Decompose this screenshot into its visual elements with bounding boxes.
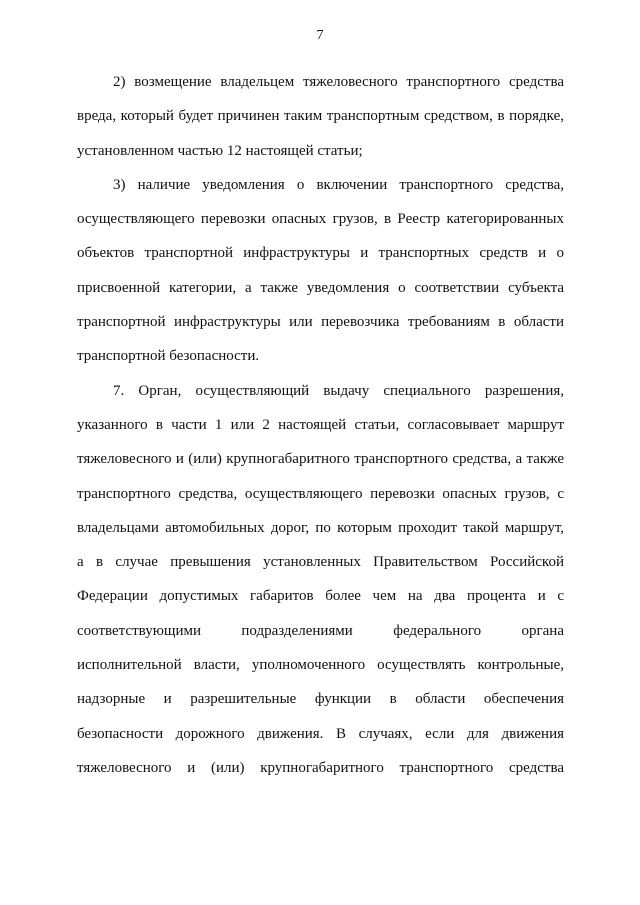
text-line: соответствующими подразделениями федерального органа [77, 622, 564, 639]
paragraph-item-3 [77, 175, 564, 381]
text-line: а в случае превышения установленных Правительством Российской [77, 554, 564, 571]
text-line: 3) наличие уведомления о включении транспортного средства, [113, 176, 564, 193]
text-line: транспортной инфраструктуры или перевозчика требованиям в области [77, 314, 564, 331]
text-line: присвоенной категории, а также уведомления о соответствии субъекта [77, 279, 564, 296]
text-line: тяжеловесного и (или) крупногабаритного транспортного средства [77, 759, 564, 776]
text-line: 2) возмещение владельцем тяжеловесного транспортного средства [113, 74, 564, 90]
text-line: установленном частью 12 настоящей статьи; [77, 142, 363, 159]
paragraph-item-2 [77, 72, 564, 175]
document-body [77, 72, 564, 792]
page-number: 7 [316, 28, 324, 43]
text-line: владельцами автомобильных дорог, по которым проходит такой маршрут, [77, 519, 564, 536]
text-line: указанного в части 1 или 2 настоящей статьи, согласовывает маршрут [77, 416, 564, 433]
text-line: Федерации допустимых габаритов более чем на два процента и с [77, 588, 564, 605]
text-line: исполнительной власти, уполномоченного осуществлять контрольные, [77, 657, 564, 674]
text-line: вреда, который будет причинен таким транспортным средством, в порядке, [77, 108, 564, 125]
text-line: транспортного средства, осуществляющего перевозки опасных грузов, с [77, 485, 564, 502]
text-line: тяжеловесного и (или) крупногабаритного транспортного средства, а также [77, 451, 564, 468]
text-line: осуществляющего перевозки опасных грузов, в Реестр категорированных [77, 211, 564, 228]
text-line: 7. Орган, осуществляющий выдачу специального разрешения, [113, 382, 564, 399]
text-line: надзорные и разрешительные функции в области обеспечения [77, 691, 564, 708]
paragraph-section-7 [77, 381, 564, 793]
text-line: безопасности дорожного движения. В случаях, если для движения [77, 725, 564, 742]
text-line: транспортной безопасности. [77, 348, 260, 365]
text-line: объектов транспортной инфраструктуры и транспортных средств и о [77, 245, 564, 262]
